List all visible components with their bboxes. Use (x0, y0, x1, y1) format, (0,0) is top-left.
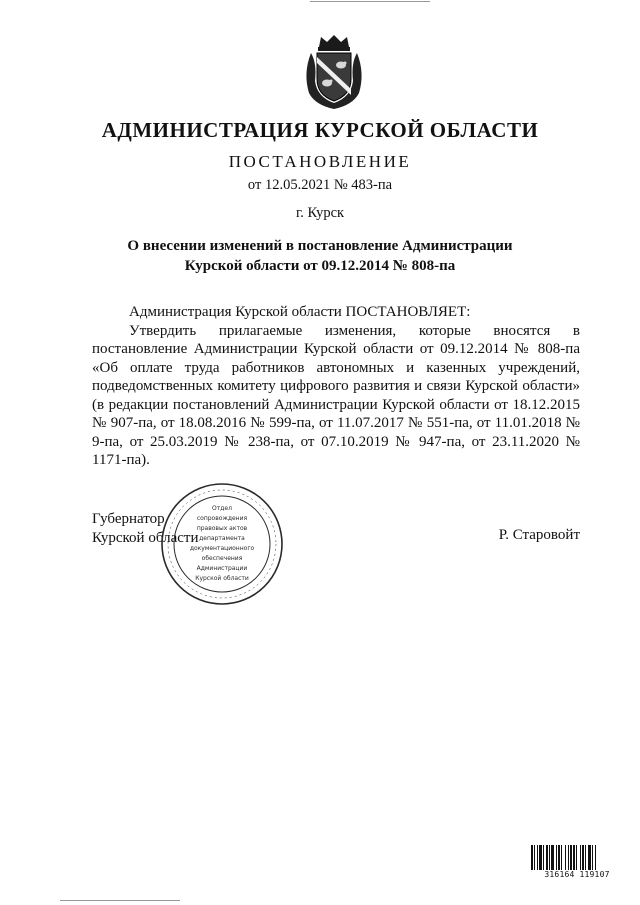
barcode-bar (531, 845, 533, 871)
document-body (92, 303, 580, 470)
barcode-bar (543, 845, 544, 871)
barcode-bar (565, 845, 566, 871)
barcode-bar (546, 845, 548, 871)
document-date-number: от 12.05.2021 № 483-па (247, 177, 393, 193)
barcode-bar (534, 845, 535, 871)
barcode-bar (561, 845, 562, 871)
body-paragraph-resolution: Администрация Курской области ПОСТАНОВЛЯЕТ: (129, 304, 471, 320)
coat-of-arms-emblem (301, 33, 367, 111)
body-paragraph-main: Утвердить прилагаемые изменения, которые вносятся в постановление Администрации Курской области от 09.12.2014 № 808-па «Об оплате труда работников автономных и казенных учреждений, подведомственных комитету цифрового развития и связи Курской области» (в редакции постановлений Администрации Курской области от 18.12.2015 № 907-па, от 18.08.2016 № 599-па, от 11.07.2017 № 551-па, от 11.01.2018 № 9-па, от 25.03.2019 № 238-па, от 07.10.2019 № 947-па, от 23.11.2020 № 1171-па). (92, 322, 580, 468)
barcode-bar (558, 845, 560, 871)
barcode-bar (588, 845, 591, 871)
document-city: г. Курск (295, 205, 345, 221)
scan-artifact-top (310, 1, 430, 2)
barcode-bar (549, 845, 550, 871)
stamp-text-line: Курской области (195, 575, 249, 582)
barcode-bar (595, 845, 596, 871)
signatory-position-line-2: Курской области (92, 529, 199, 546)
barcode-bar (592, 845, 593, 871)
barcode-bar (580, 845, 581, 871)
scan-artifact-bottom (60, 900, 180, 901)
barcode-bar (582, 845, 584, 871)
stamp-text-line: документационного (189, 545, 255, 552)
barcode-bar (556, 845, 557, 871)
subject-line-2: Курской области от 09.12.2014 № 808-па (184, 258, 456, 274)
barcode-bar (585, 845, 586, 871)
barcode-bar (570, 845, 572, 871)
organization-title: АДМИНИСТРАЦИЯ КУРСКОЙ ОБЛАСТИ (101, 118, 539, 142)
document-subject (0, 236, 640, 276)
stamp-text-line: департамента (199, 535, 245, 542)
barcode-bar (537, 845, 538, 871)
signatory-name: Р. Старовойт (498, 527, 580, 543)
document-type: ПОСТАНОВЛЕНИЕ (228, 152, 412, 171)
stamp-text-line: Отдел (212, 505, 232, 512)
subject-line-1: О внесении изменений в постановление Администрации (127, 238, 513, 254)
stamp-text-line: Администрации (196, 565, 248, 572)
stamp-text-line: обеспечения (201, 555, 243, 562)
barcode-bar (576, 845, 577, 871)
official-round-stamp (160, 482, 284, 606)
signatory-position-line-1: Губернатор (92, 511, 165, 527)
barcode-bar (551, 845, 554, 871)
stamp-text-line: сопровождения (196, 515, 248, 522)
stamp-text-line: правовых актов (196, 525, 248, 532)
barcode-bar (568, 845, 569, 871)
document-barcode (530, 845, 624, 885)
barcode-bar (573, 845, 575, 871)
barcode-bar (539, 845, 542, 871)
barcode-number: 316164 119107 (530, 870, 624, 879)
